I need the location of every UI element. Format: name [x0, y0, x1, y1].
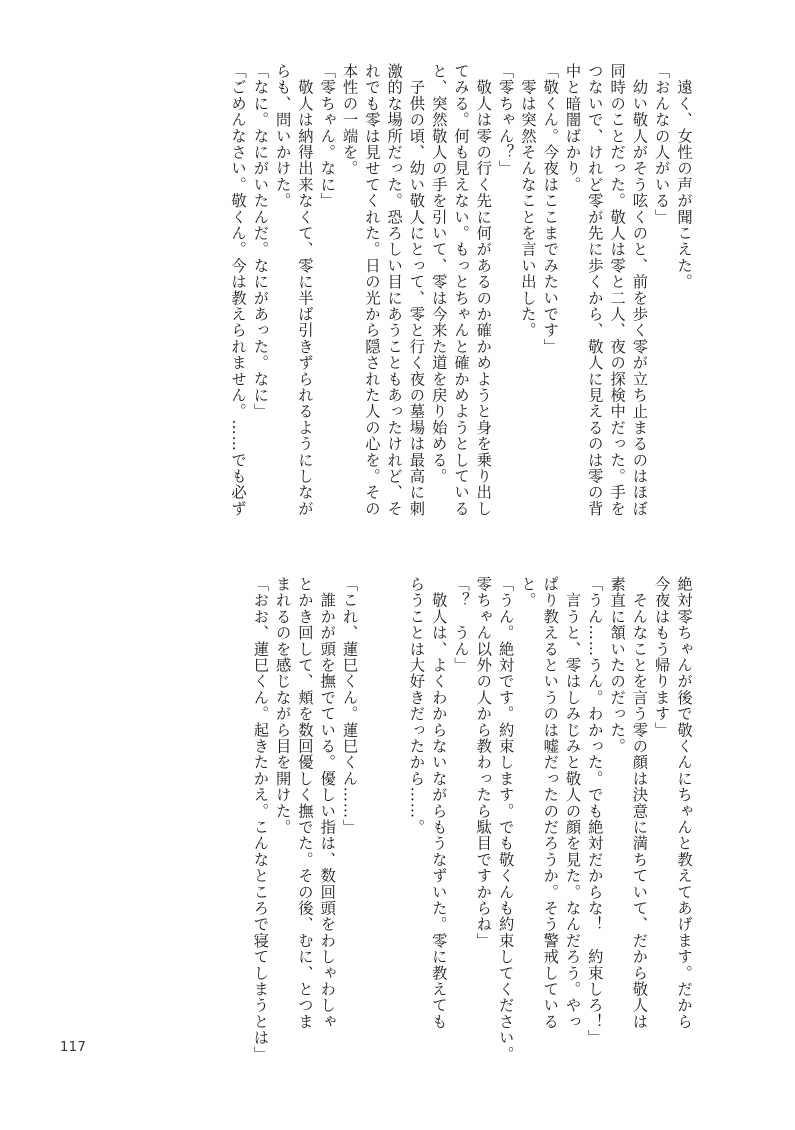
text-line: 今夜はもう帰ります」 — [652, 576, 671, 738]
text-line: 「？ うん」 — [452, 576, 471, 674]
text-line: 本性の一端を。 — [340, 63, 359, 177]
text-line: 誰かが頭を撫でている。優しい指は、数回頭をわしゃわしゃ — [318, 576, 337, 1030]
text-line: 「おんなの人がいる」 — [652, 63, 671, 225]
text-line: 零ちゃん以外の人から教わったら駄目ですからね」 — [474, 576, 493, 949]
text-line: 言うと、零はしみじみと敬人の顔を見た。なんだろう。やっ — [563, 576, 582, 1030]
text-line: とかき回して、頬を数回優しく撫でた。その後、むに、とつま — [295, 576, 314, 1030]
text-line: 遠く、女性の声が聞こえた。 — [675, 63, 693, 290]
upper-text-block — [85, 63, 695, 549]
text-line — [361, 576, 383, 1062]
text-line: らうことは大好きだったから……。 — [407, 576, 426, 836]
text-line: 幼い敬人がそう呟くのと、前を歩く零が立ち止まるのはほぼ — [630, 63, 649, 517]
text-line: 「なに。なにがいたんだ。なにがあった。なに」 — [251, 63, 270, 420]
page-number: 117 — [60, 1040, 87, 1055]
text-line: 「おお、蓮巳くん。起きたかえ。こんなところで寝てしまうとは」 — [251, 576, 270, 1062]
text-line: 零は突然そんなことを言い出した。 — [518, 63, 537, 339]
text-line: 「ごめんなさい。敬くん。今は教えられません。……でも必ず — [229, 63, 248, 517]
text-line: 敬人は納得出来なくて、零に半ば引きずられるようにしなが — [295, 63, 314, 517]
text-line: 「うん。絶対です。約束します。でも敬くんも約束してください。 — [496, 576, 515, 1062]
text-line: 「うん……うん。わかった。でも絶対だからな！ 約束しろ！」 — [585, 576, 604, 1046]
text-line: 敬人は零の行く先に何があるのか確かめようと身を乗り出し — [474, 63, 493, 517]
text-line: 「零ちゃん？」 — [496, 63, 515, 177]
text-line: 素直に頷いたのだった。 — [608, 576, 627, 755]
text-line: 絶対零ちゃんが後で敬くんにちゃんと教えてあげます。だから — [675, 576, 693, 1030]
text-line — [383, 576, 405, 1062]
text-line: てみる。何も見えない。もっとちゃんと確かめようとしている — [452, 63, 471, 517]
text-line: そんなことを言う零の顔は決意に満ちていて、だから敬人は — [630, 576, 649, 1030]
text-line: 「零ちゃん。なに」 — [318, 63, 337, 209]
text-line: つないで、けれど零が先に歩くから、敬人に見えるのは零の背 — [585, 63, 604, 517]
text-line: らも、問いかけた。 — [273, 63, 292, 209]
text-line: 子供の頃、幼い敬人にとって、零と行く夜の墓場は最高に刺 — [407, 63, 426, 517]
text-line: れでも零は見せてくれた。日の光から隠された人の心を。その — [362, 63, 381, 517]
text-line: 激的な場所だった。恐ろしい目にあうこともあったけれど、そ — [385, 63, 404, 517]
text-line: 「敬くん。今夜はここまでみたいです」 — [541, 63, 560, 355]
text-line: と。 — [518, 576, 537, 609]
text-line: と、突然敬人の手を引いて、零は今来た道を戻り始める。 — [429, 63, 448, 485]
text-line: 敬人は、よくわからないながらもうなずいた。零に教えても — [429, 576, 448, 1030]
lower-text-block — [85, 576, 695, 1062]
text-line: まれるのを感じながら目を開けた。 — [273, 576, 292, 836]
text-line: 「これ、蓮巳くん。蓮巳くん……」 — [340, 576, 359, 836]
text-line: ぱり教えるというのは嘘だったのだろうか。そう警戒している — [541, 576, 560, 1030]
text-line: 同時のことだった。敬人は零と二人、夜の探検中だった。手を — [608, 63, 627, 517]
text-line: 中と暗闇ばかり。 — [563, 63, 582, 193]
